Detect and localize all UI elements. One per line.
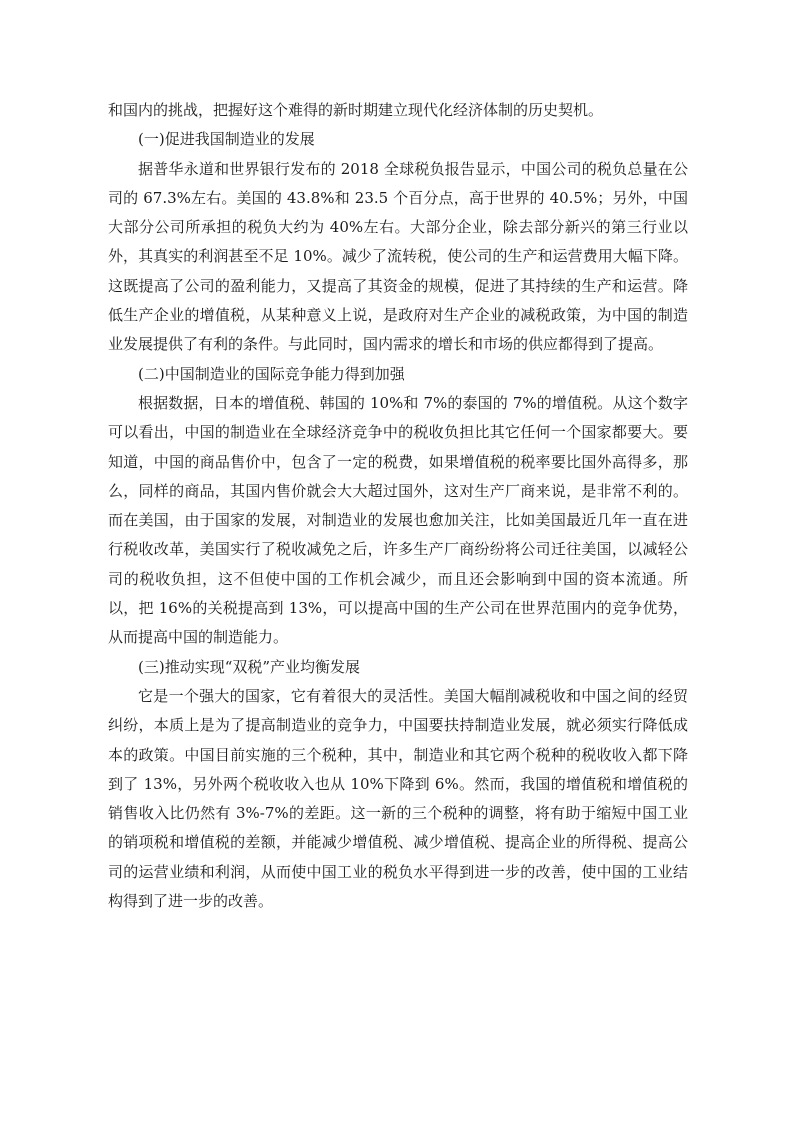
paragraph-intro-continuation: 和国内的挑战，把握好这个难得的新时期建立现代化经济体制的历史契机。: [108, 101, 604, 119]
section-heading-3: (三)推动实现“双税”产业均衡发展: [138, 657, 361, 676]
section-heading-1: (一)促进我国制造业的发展: [138, 130, 315, 149]
document-body: [108, 96, 688, 916]
paragraph-section-1: 据普华永道和世界银行发布的 2018 全球税负报告显示，中国公司的税负总量在公司的 67.3%左右。美国的 43.8%和 23.5 个百分点，高于世界的 40.5%；另外，中国大部分公司所承担的税负大约为 40%左右。大部分企业，除去部分新兴的第三行业以外，其真实的利润甚至不足 10%。减少了流转税，使公司的生产和运营费用大幅下降。这既提高了公司的盈利能力，又提高了其资金的规模，促进了其持续的生产和运营。降低生产企业的增值税，从某种意义上说，是政府对生产企业的减税政策，为中国的制造业发展提供了有利的条件。与此同时，国内需求的增长和市场的供应都得到了提高。: [108, 159, 688, 354]
paragraph-section-2: 根据数据，日本的增值税、韩国的 10%和 7%的泰国的 7%的增值税。从这个数字可以看出，中国的制造业在全球经济竞争中的税收负担比其它任何一个国家都要大。要知道，中国的商品售价中，包含了一定的税费，如果增值税的税率要比国外高得多，那么，同样的商品，其国内售价就会大大超过国外，这对生产厂商来说，是非常不利的。而在美国，由于国家的发展，对制造业的发展也愈加关注，比如美国最近几年一直在进行税收改革，美国实行了税收减免之后，许多生产厂商纷纷将公司迁往美国，以减轻公司的税收负担，这不但使中国的工作机会减少，而且还会影响到中国的资本流通。所以，把 16%的关税提高到 13%，可以提高中国的生产公司在世界范围内的竞争优势，从而提高中国的制造能力。: [108, 393, 688, 647]
section-heading-2: (二)中国制造业的国际竞争能力得到加强: [138, 364, 405, 383]
paragraph-section-3: 它是一个强大的国家，它有着很大的灵活性。美国大幅削减税收和中国之间的经贸纠纷，本质上是为了提高制造业的竞争力，中国要扶持制造业发展，就必须实行降低成本的政策。中国目前实施的三个税种，其中，制造业和其它两个税种的税收收入都下降到了 13%，另外两个税收收入也从 10%下降到 6%。然而，我国的增值税和增值税的销售收入比仍然有 3%-7%的差距。这一新的三个税种的调整，将有助于缩短中国工业的销项税和增值税的差额，并能减少增值税、减少增值税、提高企业的所得税、提高公司的运营业绩和利润，从而使中国工业的税负水平得到进一步的改善，使中国的工业结构得到了进一步的改善。: [108, 686, 688, 911]
